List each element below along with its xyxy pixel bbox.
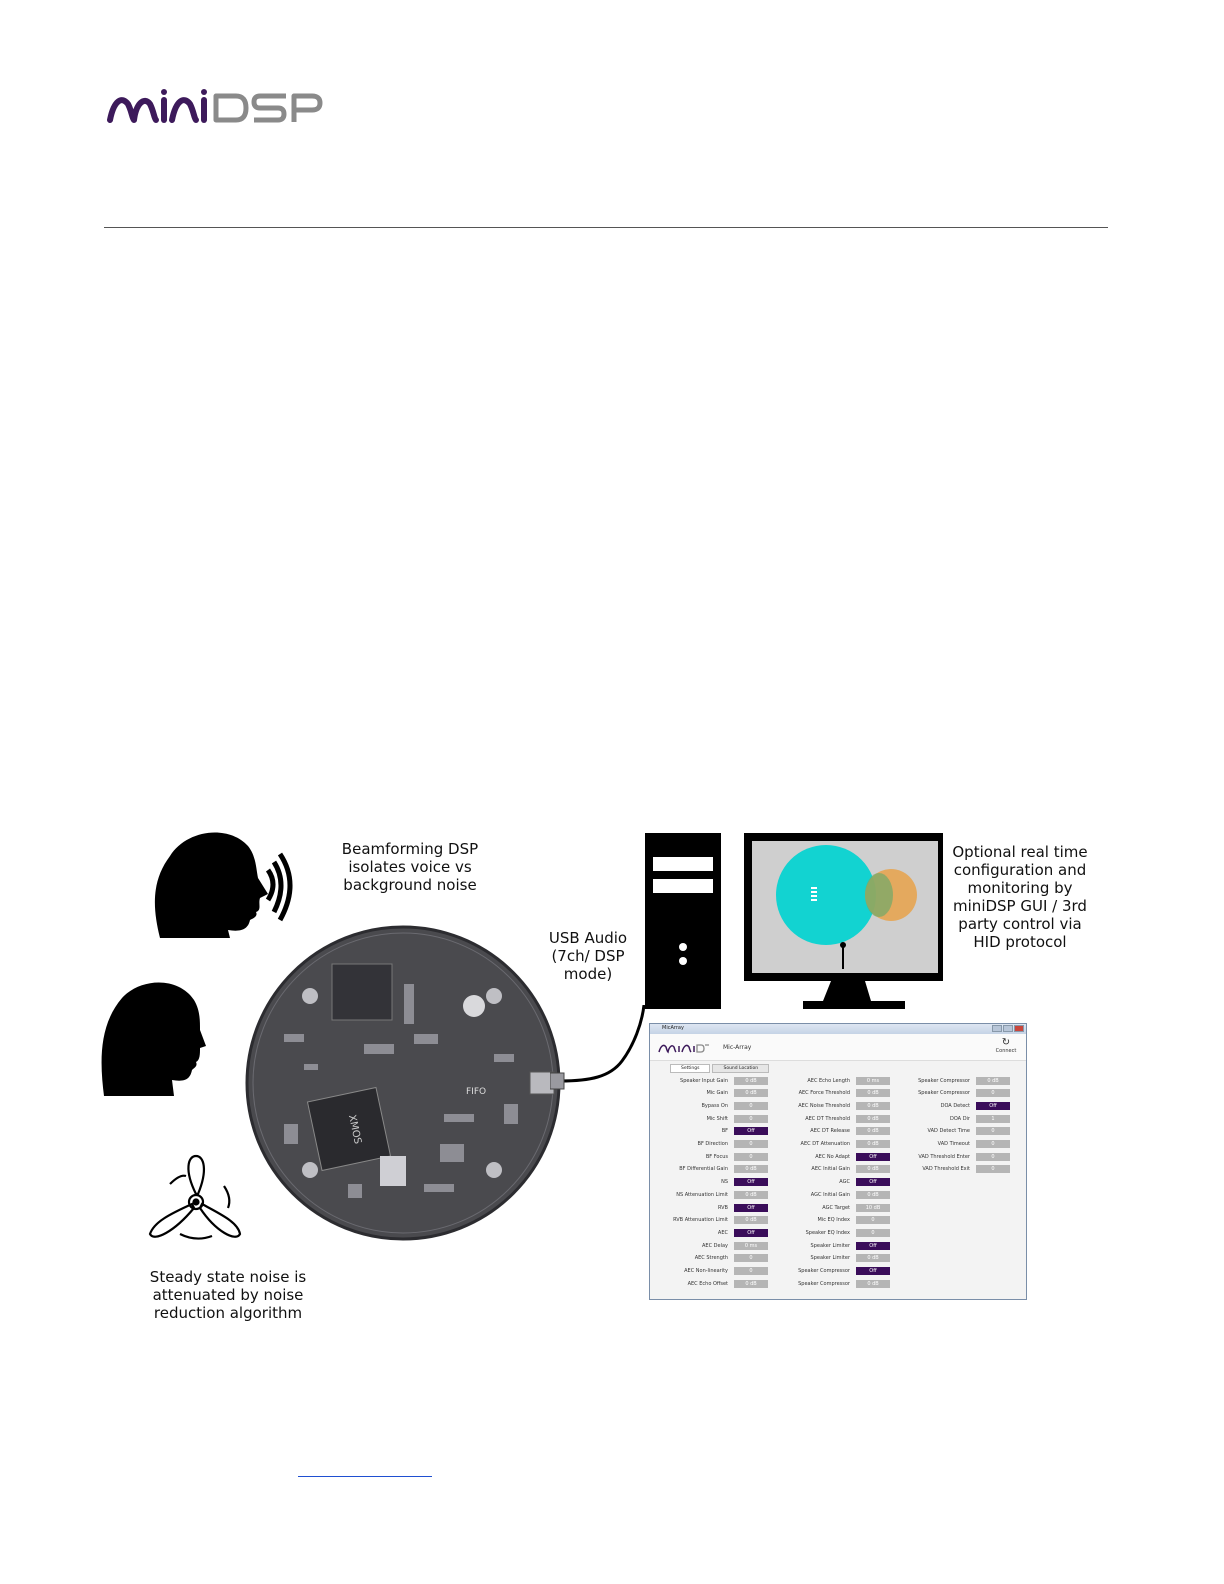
setting-row <box>650 1089 1028 1098</box>
setting-label: Speaker Compressor <box>918 1077 970 1084</box>
caption-beamforming: Beamforming DSP isolates voice vs background noise <box>341 840 479 894</box>
refresh-icon: ↻ <box>1001 1037 1011 1048</box>
close-button[interactable] <box>1014 1025 1024 1032</box>
setting-label: AEC Echo Offset <box>687 1280 728 1287</box>
setting-value[interactable]: 0 dB <box>976 1077 1010 1085</box>
setting-row <box>650 1152 1028 1161</box>
setting-value[interactable]: Off <box>976 1102 1010 1110</box>
setting-value[interactable]: Off <box>856 1242 890 1250</box>
setting-label: Speaker Compressor <box>798 1280 850 1287</box>
setting-value[interactable]: 0 <box>976 1165 1010 1173</box>
setting-value[interactable]: 1 <box>976 1115 1010 1123</box>
setting-value[interactable]: 0 <box>976 1153 1010 1161</box>
setting-label: Bypass On <box>701 1102 728 1109</box>
mic-array-board <box>244 924 562 1242</box>
setting-value[interactable]: Off <box>856 1178 890 1186</box>
setting-value[interactable]: 0 dB <box>856 1140 890 1148</box>
minimize-button[interactable] <box>992 1025 1002 1032</box>
minidsp-logo <box>104 86 326 130</box>
setting-label: AEC Force Threshold <box>798 1090 850 1097</box>
setting-label: AGC Target <box>822 1204 850 1211</box>
setting-label: AEC No Adapt <box>815 1153 850 1160</box>
tab-settings[interactable]: Settings <box>670 1064 710 1073</box>
setting-row <box>650 1228 1028 1237</box>
setting-value[interactable]: 0 dB <box>856 1280 890 1288</box>
setting-label: AEC <box>717 1229 728 1236</box>
setting-value[interactable]: 0 dB <box>734 1077 768 1085</box>
setting-label: AEC Non-linearity <box>684 1268 728 1274</box>
setting-label: Mic EQ Index <box>817 1217 850 1224</box>
setting-label: AEC Initial Gain <box>811 1166 850 1173</box>
header-rule <box>104 227 1108 228</box>
talking-head-icon <box>155 833 290 938</box>
setting-label: RVB Attenuation Limit <box>673 1217 728 1224</box>
setting-row <box>650 1114 1028 1123</box>
setting-value[interactable]: 0 <box>734 1140 768 1148</box>
setting-value[interactable]: 10 dB <box>856 1204 890 1212</box>
setting-label: VAD Threshold Enter <box>918 1153 970 1160</box>
gui-titlebar <box>650 1024 1026 1034</box>
setting-row <box>650 1267 1028 1276</box>
setting-label: Speaker EQ Index <box>805 1229 850 1236</box>
setting-label: AEC Noise Threshold <box>798 1102 850 1109</box>
fan-icon <box>140 1150 250 1250</box>
setting-row <box>650 1190 1028 1199</box>
setting-label: Speaker Input Gain <box>680 1077 728 1084</box>
setting-label: BF Differential Gain <box>679 1166 728 1173</box>
setting-value[interactable]: 0 dB <box>856 1165 890 1173</box>
setting-label: VAD Detect Time <box>927 1128 970 1135</box>
setting-value[interactable]: 0 <box>856 1229 890 1237</box>
monitor <box>744 833 943 1009</box>
setting-label: BF Focus <box>705 1153 728 1160</box>
setting-value[interactable]: Off <box>856 1267 890 1275</box>
setting-label: AEC Delay <box>702 1242 728 1249</box>
gui-header <box>650 1034 1026 1061</box>
setting-row <box>650 1241 1028 1250</box>
pc-tower <box>645 833 721 1009</box>
setting-value[interactable]: 0 <box>734 1115 768 1123</box>
setting-value[interactable]: 0 <box>976 1127 1010 1135</box>
setting-label: DOA Detect <box>940 1102 970 1109</box>
setting-row <box>650 1165 1028 1174</box>
caption-usb-audio: USB Audio (7ch/ DSP mode) <box>548 929 628 983</box>
setting-value[interactable]: 0 dB <box>734 1280 768 1288</box>
computer-illustration <box>643 833 943 1013</box>
gui-window-title: MicArray <box>662 1025 684 1031</box>
setting-label: VAD Threshold Exit <box>922 1166 970 1173</box>
setting-label: Mic Gain <box>706 1090 728 1097</box>
setting-label: Speaker Limiter <box>810 1255 850 1262</box>
setting-label: Speaker Compressor <box>918 1090 970 1097</box>
setting-label: VAD Timeout <box>937 1141 970 1147</box>
connect-button[interactable] <box>994 1038 1018 1054</box>
gui-logo <box>658 1042 710 1054</box>
minidsp-gui-window <box>649 1023 1027 1300</box>
setting-row <box>650 1216 1028 1225</box>
setting-value[interactable]: 0 dB <box>856 1115 890 1123</box>
setting-value[interactable]: 0 ms <box>734 1242 768 1250</box>
maximize-button[interactable] <box>1003 1025 1013 1032</box>
setting-row <box>650 1076 1028 1085</box>
setting-row <box>650 1279 1028 1288</box>
setting-value[interactable]: 0 <box>976 1140 1010 1148</box>
setting-label: AEC DT Attenuation <box>800 1141 850 1147</box>
setting-value[interactable]: Off <box>734 1178 768 1186</box>
setting-label: NS <box>721 1179 728 1186</box>
setting-label: BF <box>721 1128 728 1135</box>
setting-row <box>650 1203 1028 1212</box>
tab-sound-location[interactable]: Sound Location <box>712 1064 769 1073</box>
setting-label: BF Direction <box>697 1141 728 1147</box>
setting-label: AGC Initial Gain <box>810 1191 850 1198</box>
connect-label: Connect <box>995 1048 1017 1054</box>
setting-value[interactable]: 0 dB <box>856 1127 890 1135</box>
setting-row <box>650 1178 1028 1187</box>
setting-value[interactable]: 0 dB <box>734 1216 768 1224</box>
setting-label: AEC Strength <box>694 1255 728 1262</box>
setting-label: AGC <box>839 1179 850 1186</box>
setting-label: NS Attenuation Limit <box>676 1191 728 1198</box>
caption-noise-reduction: Steady state noise is attenuated by noise reduction algorithm <box>149 1268 307 1322</box>
setting-value[interactable]: 0 dB <box>734 1191 768 1199</box>
setting-value[interactable]: 0 dB <box>856 1254 890 1262</box>
setting-value[interactable]: 0 dB <box>856 1089 890 1097</box>
setting-row <box>650 1127 1028 1136</box>
setting-value[interactable]: 0 dB <box>734 1089 768 1097</box>
setting-value[interactable]: Off <box>734 1204 768 1212</box>
setting-value[interactable]: 0 dB <box>734 1165 768 1173</box>
setting-label: RVB <box>717 1204 728 1211</box>
setting-label: Speaker Limiter <box>810 1242 850 1249</box>
gui-product-name: Mic-Array <box>723 1044 752 1051</box>
silent-head-icon <box>102 983 206 1097</box>
setting-value[interactable]: 0 <box>734 1102 768 1110</box>
setting-value[interactable]: 0 <box>734 1267 768 1275</box>
setting-label: Mic Shift <box>706 1115 728 1122</box>
board-chip-label: XMOS <box>345 1113 363 1146</box>
setting-value[interactable]: Off <box>734 1229 768 1237</box>
board-print: FIFO <box>466 1087 487 1097</box>
setting-value[interactable]: 0 <box>856 1216 890 1224</box>
setting-label: DOA Dir <box>949 1115 970 1122</box>
setting-label: Speaker Compressor <box>798 1268 850 1274</box>
setting-value[interactable]: 0 dB <box>856 1102 890 1110</box>
setting-label: AEC DT Release <box>810 1128 850 1135</box>
setting-value[interactable]: 0 <box>734 1153 768 1161</box>
setting-row <box>650 1101 1028 1110</box>
setting-value[interactable]: 0 dB <box>856 1191 890 1199</box>
setting-value[interactable]: 0 ms <box>856 1077 890 1085</box>
setting-row <box>650 1254 1028 1263</box>
setting-label: AEC DT Threshold <box>805 1115 850 1122</box>
gui-tabs <box>670 1064 771 1073</box>
setting-label: AEC Echo Length <box>807 1077 850 1084</box>
setting-value[interactable]: 0 <box>976 1089 1010 1097</box>
setting-row <box>650 1140 1028 1149</box>
footer-link-underline[interactable] <box>298 1476 432 1477</box>
setting-value[interactable]: Off <box>734 1127 768 1135</box>
setting-value[interactable]: Off <box>856 1153 890 1161</box>
caption-optional-config: Optional real time configuration and monitoring by miniDSP GUI / 3rd party control via HID protocol <box>952 843 1088 951</box>
setting-value[interactable]: 0 <box>734 1254 768 1262</box>
